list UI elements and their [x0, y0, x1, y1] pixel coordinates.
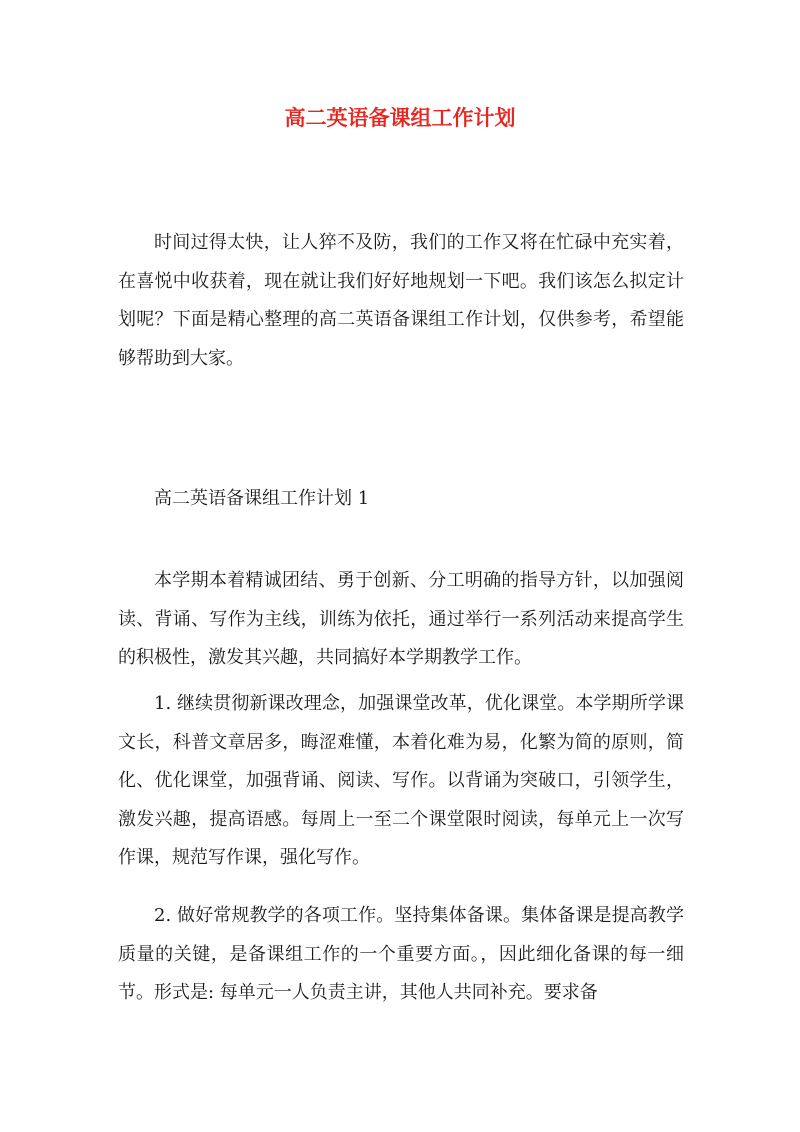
body-paragraph: 本学期本着精诚团结、勇于创新、分工明确的指导方针，以加强阅读、背诵、写作为主线，训练为依托，通过举行一系列活动来提高学生的积极性，激发其兴趣，共同搞好本学期教学工作。 — [118, 570, 684, 669]
list-item-2: 2. 做好常规教学的各项工作。坚持集体备课。集体备课是提高教学质量的关键，是备课组工作的一个重要方面。，因此细化备课的每一细节。形式是: 每单元一人负责主讲，其他人共同补充。要求备 — [118, 905, 684, 1004]
intro-paragraph: 时间过得太快，让人猝不及防，我们的工作又将在忙碌中充实着，在喜悦中收获着，现在就让我们好好地规划一下吧。我们该怎么拟定计划呢？下面是精心整理的高二英语备课组工作计划，仅供参考，希望能够帮助到大家。 — [118, 232, 684, 369]
document-title: 高二英语备课组工作计划 — [284, 105, 516, 130]
list-item-1: 1. 继续贯彻新课改理念，加强课堂改革，优化课堂。本学期所学课文长，科普文章居多，晦涩难懂，本着化难为易，化繁为简的原则，简化、优化课堂，加强背诵、阅读、写作。以背诵为突破口，引领学生，激发兴趣，提高语感。每周上一至二个课堂限时阅读，每单元上一次写作课，规范写作课，强化写作。 — [118, 693, 684, 869]
section-heading: 高二英语备课组工作计划 1 — [154, 488, 370, 509]
